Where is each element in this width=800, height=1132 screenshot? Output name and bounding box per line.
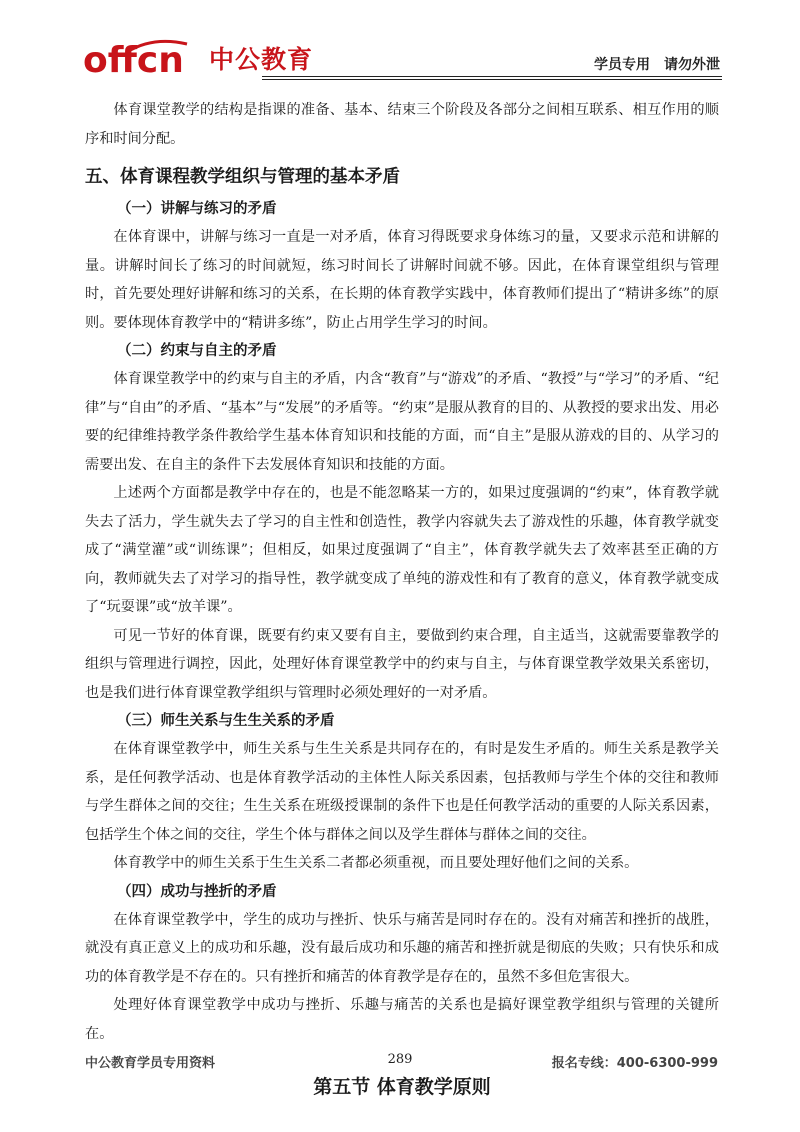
- note-student-only: 学员专用: [594, 57, 650, 73]
- paragraph: 在体育课中，讲解与练习一直是一对矛盾，体育习得既要求身体练习的量，又要求示范和讲解的量。讲解时间长了练习的时间就短，练习时间长了讲解时间就不够。因此，在体育课堂组织与管理时，首先要处理好讲解和练习的关系，在长期的体育教学实践中，体育教师们提出了“精讲多练”的原则。要体现体育教学中的“精讲多练”，防止占用学生学习的时间。: [85, 229, 719, 331]
- page-header: [0, 0, 800, 90]
- paragraph: 体育课堂教学中的约束与自主的矛盾，内含“教育”与“游戏”的矛盾、“教授”与“学习”的矛盾、“纪律”与“自由”的矛盾、“基本”与“发展”的矛盾等。“约束”是服从教育的目的、从教授的要求出发、用必要的纪律维持教学条件教给学生基本体育知识和技能的方面，而“自主”是服从游戏的目的、从学习的需要出发、在自主的条件下去发展体育知识和技能的方面。: [85, 371, 719, 473]
- logo-cn-text: 中公教育: [209, 45, 314, 74]
- header-rule: [262, 76, 722, 77]
- paragraph: 体育教学中的师生关系于生生关系二者都必须重视，而且要处理好他们之间的关系。: [113, 855, 639, 871]
- intro-paragraph: 体育课堂教学的结构是指课的准备、基本、结束三个阶段及各部分之间相互联系、相互作用的顺序和时间分配。: [85, 102, 719, 147]
- subsection-title-2: （二）约束与自主的矛盾: [117, 343, 277, 359]
- subsection-title-4: （四）成功与挫折的矛盾: [117, 883, 277, 900]
- page-content: [85, 96, 719, 1104]
- chapter-title: 第五节 体育教学原则: [313, 1076, 491, 1098]
- subsection-title-1: （一）讲解与练习的矛盾: [117, 201, 277, 217]
- page-number: 289: [387, 1052, 413, 1067]
- paragraph: 可见一节好的体育课，既要有约束又要有自主，要做到约束合理，自主适当，这就需要靠教学的组织与管理进行调控，因此，处理好体育课堂教学中的约束与自主，与体育课堂教学效果关系密切，也是我们进行体育课堂教学组织与管理时必须处理好的一对矛盾。: [85, 627, 719, 701]
- confidential-note: [594, 54, 720, 74]
- offcn-logo-mark: [83, 38, 205, 78]
- footer-hotline: 报名专线：400-6300-999: [551, 1056, 718, 1071]
- paragraph: 在体育课堂教学中，师生关系与生生关系是共同存在的，有时是发生矛盾的。师生关系是教学关系，是任何教学活动、也是体育教学活动的主体性人际关系因素，包括教师与学生个体的交往和教师与学生群体之间的交往；生生关系在班级授课制的条件下也是任何教学活动的重要的人际关系因素，包括学生个体之间的交往，学生个体与群体之间以及学生群体与群体之间的交往。: [85, 741, 719, 843]
- subsection-title-3: （三）师生关系与生生关系的矛盾: [117, 713, 335, 729]
- paragraph: 处理好体育课堂教学中成功与挫折、乐趣与痛苦的关系也是搞好课堂教学组织与管理的关键所在。: [85, 997, 719, 1042]
- paragraph: 上述两个方面都是教学中存在的，也是不能忽略某一方的，如果过度强调的“约束”，体育教学就失去了活力，学生就失去了学习的自主性和创造性，教学内容就失去了游戏性的乐趣，体育教学就变成了“满堂灌”或“训练课”；但相反，如果过度强调了“自主”，体育教学就失去了效率甚至正确的方向，教师就失去了对学习的指导性，教学就变成了单纯的游戏性和有了教育的意义，体育教学就变成了“玩耍课”或“放羊课”。: [85, 485, 719, 615]
- svg-text:offcn: offcn: [83, 40, 184, 78]
- footer-material-label: 中公教育学员专用资料: [85, 1056, 216, 1071]
- offcn-logo: [83, 38, 313, 78]
- section-title: 五、体育课程教学组织与管理的基本矛盾: [85, 167, 400, 187]
- note-no-leak: 请勿外泄: [664, 57, 720, 73]
- header-rule-thin: [262, 79, 722, 80]
- paragraph: 在体育课堂教学中，学生的成功与挫折、快乐与痛苦是同时存在的。没有对痛苦和挫折的战胜，就没有真正意义上的成功和乐趣，没有最后成功和乐趣的痛苦和挫折就是彻底的失败；只有快乐和成功的体育教学是不存在的。只有挫折和痛苦的体育教学是存在的，虽然不多但危害很大。: [85, 911, 719, 985]
- page-footer: [0, 1046, 800, 1076]
